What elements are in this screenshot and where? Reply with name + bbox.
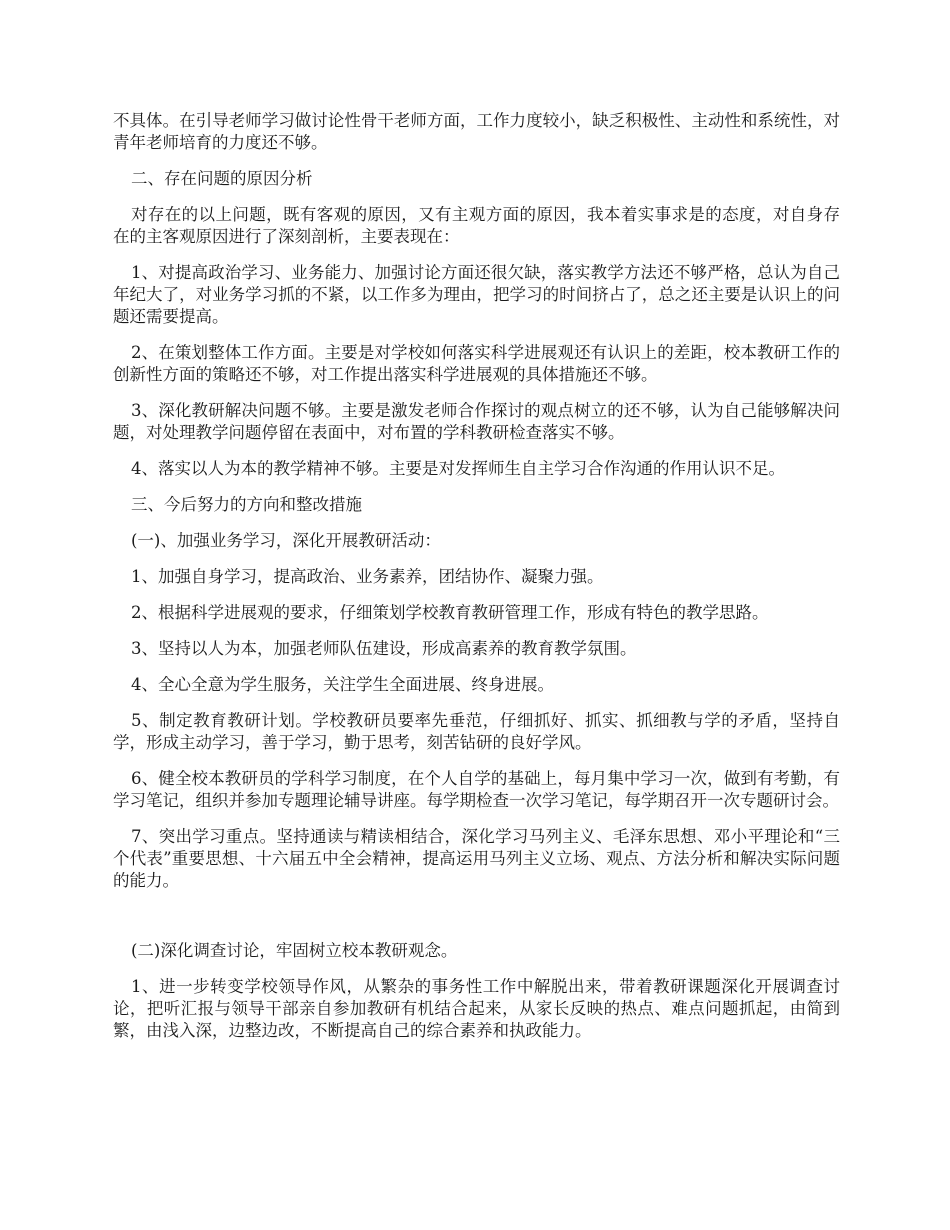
document-page	[113, 110, 840, 1056]
paragraph-3: 对存在的以上问题，既有客观的原因，又有主观方面的原因，我本着实事求是的态度，对自身存在的主客观原因进行了深刻剖析，主要表现在：	[113, 205, 840, 246]
paragraph-6: 3、深化教研解决问题不够。主要是激发老师合作探讨的观点树立的还不够，认为自己能够解决问题，对处理教学问题停留在表面中，对布置的学科教研检查落实不够。	[113, 401, 840, 442]
section-heading-3: 三、今后努力的方向和整改措施	[131, 495, 362, 514]
paragraph-13: 4、全心全意为学生服务，关注学生全面进展、终身进展。	[131, 675, 554, 694]
paragraph-19: 1、进一步转变学校领导作风，从繁杂的事务性工作中解脱出来，带着教研课题深化开展调查讨论，把听汇报与领导干部亲自参加教研有机结合起来，从家长反映的热点、难点问题抓起，由简到繁，由浅入深，边整边改，不断提高自己的综合素养和执政能力。	[113, 977, 840, 1040]
paragraph-7: 4、落实以人为本的教学精神不够。主要是对发挥师生自主学习合作沟通的作用认识不足。	[131, 459, 785, 478]
blank-gap	[113, 906, 840, 940]
paragraph-15: 6、健全校本教研员的学科学习制度，在个人自学的基础上，每月集中学习一次，做到有考勤，有学习笔记，组织并参加专题理论辅导讲座。每学期检查一次学习笔记，每学期召开一次专题研讨会。	[113, 769, 840, 810]
subsection-heading-2: (二)深化调查讨论，牢固树立校本教研观念。	[131, 941, 458, 960]
subsection-heading-1: (一)、加强业务学习，深化开展教研活动：	[131, 531, 441, 550]
paragraph-5: 2、在策划整体工作方面。主要是对学校如何落实科学进展观还有认识上的差距，校本教研工作的创新性方面的策略还不够，对工作提出落实科学进展观的具体措施还不够。	[113, 343, 840, 384]
paragraph-10: 1、加强自身学习，提高政治、业务素养，团结协作、凝聚力强。	[131, 567, 604, 586]
paragraph-4: 1、对提高政治学习、业务能力、加强讨论方面还很欠缺，落实教学方法还不够严格，总认为自己年纪大了，对业务学习抓的不紧，以工作多为理由，把学习的时间挤占了，总之还主要是认识上的问题还需要提高。	[113, 263, 840, 326]
paragraph-14: 5、制定教育教研计划。学校教研员要率先垂范，仔细抓好、抓实、抓细教与学的矛盾，坚持自学，形成主动学习，善于学习，勤于思考，刻苦钻研的良好学风。	[113, 711, 840, 752]
section-heading-2: 二、存在问题的原因分析	[131, 169, 313, 188]
paragraph-12: 3、坚持以人为本，加强老师队伍建设，形成高素养的教育教学氛围。	[131, 639, 637, 658]
paragraph-11: 2、根据科学进展观的要求，仔细策划学校教育教研管理工作，形成有特色的教学思路。	[131, 603, 769, 622]
paragraph-1: 不具体。在引导老师学习做讨论性骨干老师方面，工作力度较小，缺乏积极性、主动性和系统性，对青年老师培育的力度还不够。	[113, 111, 840, 152]
paragraph-16: 7、突出学习重点。坚持通读与精读相结合，深化学习马列主义、毛泽东思想、邓小平理论和“三个代表”重要思想、十六届五中全会精神，提高运用马列主义立场、观点、方法分析和解决实际问题的能力。	[113, 827, 840, 890]
